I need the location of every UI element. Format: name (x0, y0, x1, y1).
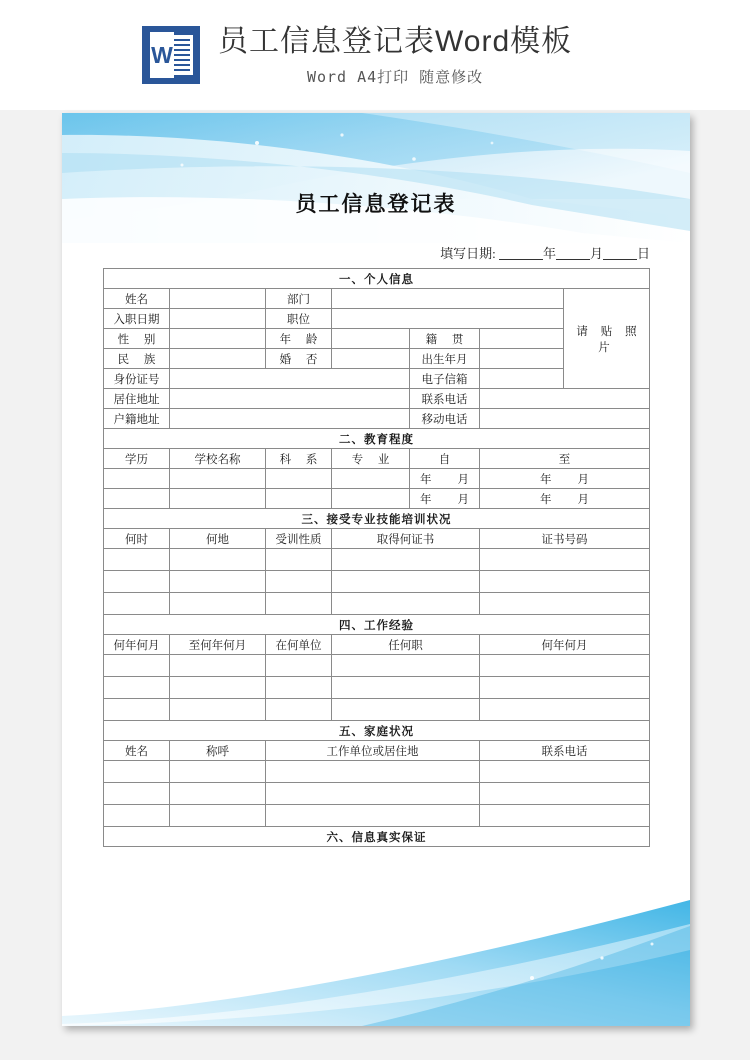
table-row (104, 677, 650, 699)
field-gender[interactable] (170, 329, 266, 349)
date-month-blank[interactable] (556, 259, 590, 260)
field-family-phone[interactable] (480, 761, 650, 783)
section-header-guarantee: 六、信息真实保证 (104, 827, 650, 847)
field-training-type[interactable] (266, 571, 332, 593)
field-contact-phone[interactable] (480, 389, 650, 409)
label-gender: 性 别 (104, 329, 170, 349)
field-age[interactable] (332, 329, 410, 349)
table-row (104, 761, 650, 783)
col-family-workplace: 工作单位或居住地 (266, 741, 480, 761)
table-row (104, 549, 650, 571)
field-training-certificate-number[interactable] (480, 571, 650, 593)
col-education-from: 自 (410, 449, 480, 469)
field-family-phone[interactable] (480, 783, 650, 805)
label-ethnicity: 民 族 (104, 349, 170, 369)
table-row-section-guarantee (104, 827, 650, 847)
table-row-section-training (104, 509, 650, 529)
field-family-workplace[interactable] (266, 805, 480, 827)
field-training-when[interactable] (104, 593, 170, 615)
label-mobile-phone: 移动电话 (410, 409, 480, 429)
field-training-when[interactable] (104, 571, 170, 593)
field-ethnicity[interactable] (170, 349, 266, 369)
field-education-faculty[interactable] (266, 469, 332, 489)
col-education-major: 专 业 (332, 449, 410, 469)
table-row-section-personal (104, 269, 650, 289)
from-year-unit: 年 (420, 473, 432, 486)
field-training-type[interactable] (266, 549, 332, 571)
field-work-duration[interactable] (480, 655, 650, 677)
promo-header-inner (142, 22, 572, 87)
field-name[interactable] (170, 289, 266, 309)
col-work-company: 在何单位 (266, 635, 332, 655)
word-icon-lines (171, 35, 193, 75)
label-department: 部门 (266, 289, 332, 309)
table-header-row-education (104, 449, 650, 469)
wave-decoration-bottom (62, 866, 690, 1026)
col-training-certificate-number: 证书号码 (480, 529, 650, 549)
wave-decoration-top (62, 113, 690, 243)
from-month-unit: 月 (457, 473, 469, 486)
field-department[interactable] (332, 289, 564, 309)
employee-form-table (103, 268, 650, 847)
field-work-duration[interactable] (480, 677, 650, 699)
field-education-school[interactable] (170, 469, 266, 489)
table-header-row-family (104, 741, 650, 761)
document-page (62, 113, 690, 1026)
col-education-faculty: 科 系 (266, 449, 332, 469)
promo-text-block (218, 22, 572, 87)
field-training-type[interactable] (266, 593, 332, 615)
section-header-training: 三、接受专业技能培训状况 (104, 509, 650, 529)
field-work-company[interactable] (266, 677, 332, 699)
table-row (104, 593, 650, 615)
word-icon-letter: W (151, 42, 173, 68)
section-header-work: 四、工作经验 (104, 615, 650, 635)
col-work-position: 任何职 (332, 635, 480, 655)
label-marital-status: 婚 否 (266, 349, 332, 369)
field-position[interactable] (332, 309, 564, 329)
field-education-school[interactable] (170, 489, 266, 509)
to-month-unit: 月 (577, 493, 590, 506)
col-education-degree: 学历 (104, 449, 170, 469)
field-family-phone[interactable] (480, 805, 650, 827)
to-year-unit: 年 (540, 473, 552, 486)
field-education-faculty[interactable] (266, 489, 332, 509)
field-training-certificate-number[interactable] (480, 549, 650, 571)
col-training-type: 受训性质 (266, 529, 332, 549)
field-family-name[interactable] (104, 761, 170, 783)
date-month-unit: 月 (589, 246, 603, 261)
field-training-certificate[interactable] (332, 593, 480, 615)
field-work-company[interactable] (266, 699, 332, 721)
table-row (104, 783, 650, 805)
fill-date-label: 填写日期: (440, 246, 496, 261)
date-year-unit: 年 (542, 246, 556, 261)
label-position: 职位 (266, 309, 332, 329)
field-work-from[interactable] (104, 699, 170, 721)
field-id-number[interactable] (170, 369, 410, 389)
field-training-certificate[interactable] (332, 571, 480, 593)
from-month-unit: 月 (457, 493, 469, 506)
col-education-school: 学校名称 (170, 449, 266, 469)
field-family-workplace[interactable] (266, 783, 480, 805)
field-education-to[interactable] (480, 489, 650, 509)
field-work-position[interactable] (332, 699, 480, 721)
field-household-address[interactable] (170, 409, 410, 429)
field-education-major[interactable] (332, 469, 410, 489)
col-work-to: 至何年何月 (170, 635, 266, 655)
field-work-duration[interactable] (480, 699, 650, 721)
field-training-where[interactable] (170, 571, 266, 593)
col-work-from: 何年何月 (104, 635, 170, 655)
field-family-relation[interactable] (170, 783, 266, 805)
col-work-duration: 何年何月 (480, 635, 650, 655)
table-row (104, 655, 650, 677)
field-education-degree[interactable] (104, 489, 170, 509)
section-header-family: 五、家庭状况 (104, 721, 650, 741)
field-hire-date[interactable] (170, 309, 266, 329)
section-header-education: 二、教育程度 (104, 429, 650, 449)
field-mobile-phone[interactable] (480, 409, 650, 429)
col-education-to: 至 (480, 449, 650, 469)
from-year-unit: 年 (420, 493, 432, 506)
section-header-personal: 一、个人信息 (104, 269, 650, 289)
table-row-section-family (104, 721, 650, 741)
field-residence-address[interactable] (170, 389, 410, 409)
field-work-to[interactable] (170, 655, 266, 677)
col-family-relation: 称呼 (170, 741, 266, 761)
col-training-where: 何地 (170, 529, 266, 549)
employee-form-table-wrapper (103, 268, 649, 847)
col-family-name: 姓名 (104, 741, 170, 761)
word-document-icon (142, 26, 200, 84)
col-training-when: 何时 (104, 529, 170, 549)
label-hometown: 籍 贯 (410, 329, 480, 349)
field-work-from[interactable] (104, 655, 170, 677)
field-family-name[interactable] (104, 783, 170, 805)
table-header-row-training (104, 529, 650, 549)
to-month-unit: 月 (577, 473, 590, 486)
field-marital-status[interactable] (332, 349, 410, 369)
label-name: 姓名 (104, 289, 170, 309)
field-work-company[interactable] (266, 655, 332, 677)
promo-title: 员工信息登记表Word模板 (218, 25, 573, 58)
field-family-relation[interactable] (170, 761, 266, 783)
field-education-to[interactable] (480, 469, 650, 489)
field-training-certificate[interactable] (332, 549, 480, 571)
date-year-blank[interactable] (499, 259, 543, 260)
table-row (104, 805, 650, 827)
promo-header (0, 0, 750, 110)
field-work-to[interactable] (170, 699, 266, 721)
table-header-row-work (104, 635, 650, 655)
date-day-blank[interactable] (603, 259, 637, 260)
field-education-from[interactable] (410, 489, 480, 509)
label-residence-address: 居住地址 (104, 389, 170, 409)
field-training-where[interactable] (170, 593, 266, 615)
label-contact-phone: 联系电话 (410, 389, 480, 409)
field-email[interactable] (480, 369, 564, 389)
label-id-number: 身份证号 (104, 369, 170, 389)
label-email: 电子信箱 (410, 369, 480, 389)
field-birth-date[interactable] (480, 349, 564, 369)
table-row (104, 289, 650, 309)
to-year-unit: 年 (540, 493, 552, 506)
field-education-major[interactable] (332, 489, 410, 509)
field-training-where[interactable] (170, 549, 266, 571)
field-work-from[interactable] (104, 677, 170, 699)
page-title: 员工信息登记表 (295, 193, 457, 216)
field-training-certificate-number[interactable] (480, 593, 650, 615)
field-family-name[interactable] (104, 805, 170, 827)
field-hometown[interactable] (480, 329, 564, 349)
table-row-section-education (104, 429, 650, 449)
label-hire-date: 入职日期 (104, 309, 170, 329)
label-household-address: 户籍地址 (104, 409, 170, 429)
label-age: 年 龄 (266, 329, 332, 349)
field-family-workplace[interactable] (266, 761, 480, 783)
field-training-when[interactable] (104, 549, 170, 571)
table-row (104, 571, 650, 593)
field-education-degree[interactable] (104, 469, 170, 489)
promo-subtitle: Word A4打印 随意修改 (306, 68, 484, 86)
col-training-certificate: 取得何证书 (332, 529, 480, 549)
label-birth-date: 出生年月 (410, 349, 480, 369)
col-family-phone: 联系电话 (480, 741, 650, 761)
field-work-position[interactable] (332, 655, 480, 677)
photo-paste-area[interactable]: 请 贴 照 片 (564, 289, 650, 389)
table-row (104, 389, 650, 409)
table-row-section-work (104, 615, 650, 635)
table-row (104, 469, 650, 489)
table-row (104, 409, 650, 429)
field-family-relation[interactable] (170, 805, 266, 827)
fill-date-line (440, 243, 650, 262)
field-work-to[interactable] (170, 677, 266, 699)
date-day-unit: 日 (636, 246, 650, 261)
field-work-position[interactable] (332, 677, 480, 699)
field-education-from[interactable] (410, 469, 480, 489)
table-row (104, 489, 650, 509)
table-row (104, 699, 650, 721)
